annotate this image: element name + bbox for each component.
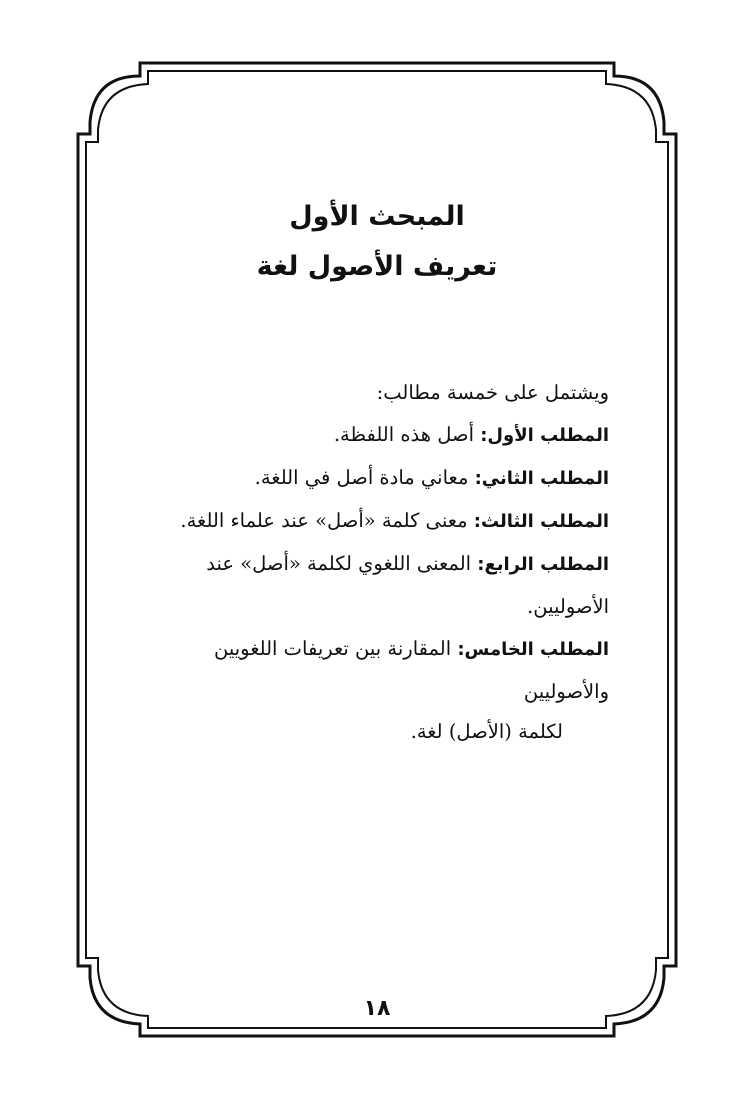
item-label: المطلب الثاني: bbox=[474, 468, 609, 489]
item-text: معاني مادة أصل في اللغة. bbox=[254, 466, 475, 489]
item-text-continuation: لكلمة (الأصل) لغة. bbox=[410, 720, 563, 743]
item-label: المطلب الرابع: bbox=[477, 554, 609, 575]
list-item bbox=[129, 500, 609, 543]
chapter-heading: المبحث الأول bbox=[289, 201, 465, 232]
item-label: المطلب الخامس: bbox=[457, 639, 609, 660]
item-label: المطلب الثالث: bbox=[473, 511, 609, 532]
list-item bbox=[129, 457, 609, 500]
list-item bbox=[129, 543, 609, 628]
intro-text: ويشتمل على خمسة مطالب: bbox=[376, 381, 609, 404]
item-label: المطلب الأول: bbox=[480, 425, 609, 446]
content-list bbox=[129, 372, 609, 751]
item-text: المعنى اللغوي لكلمة «أصل» عند الأصوليين. bbox=[206, 552, 609, 618]
chapter-titles bbox=[0, 192, 754, 292]
chapter-subheading: تعريف الأصول لغة bbox=[256, 251, 498, 282]
list-item bbox=[129, 628, 609, 751]
item-text: معنى كلمة «أصل» عند علماء اللغة. bbox=[180, 509, 474, 532]
page-number: ١٨ bbox=[363, 996, 391, 1021]
item-text: المقارنة بين تعريفات اللغويين والأصوليين bbox=[214, 637, 609, 703]
item-text: أصل هذه اللفظة. bbox=[333, 423, 481, 446]
list-item bbox=[129, 414, 609, 457]
